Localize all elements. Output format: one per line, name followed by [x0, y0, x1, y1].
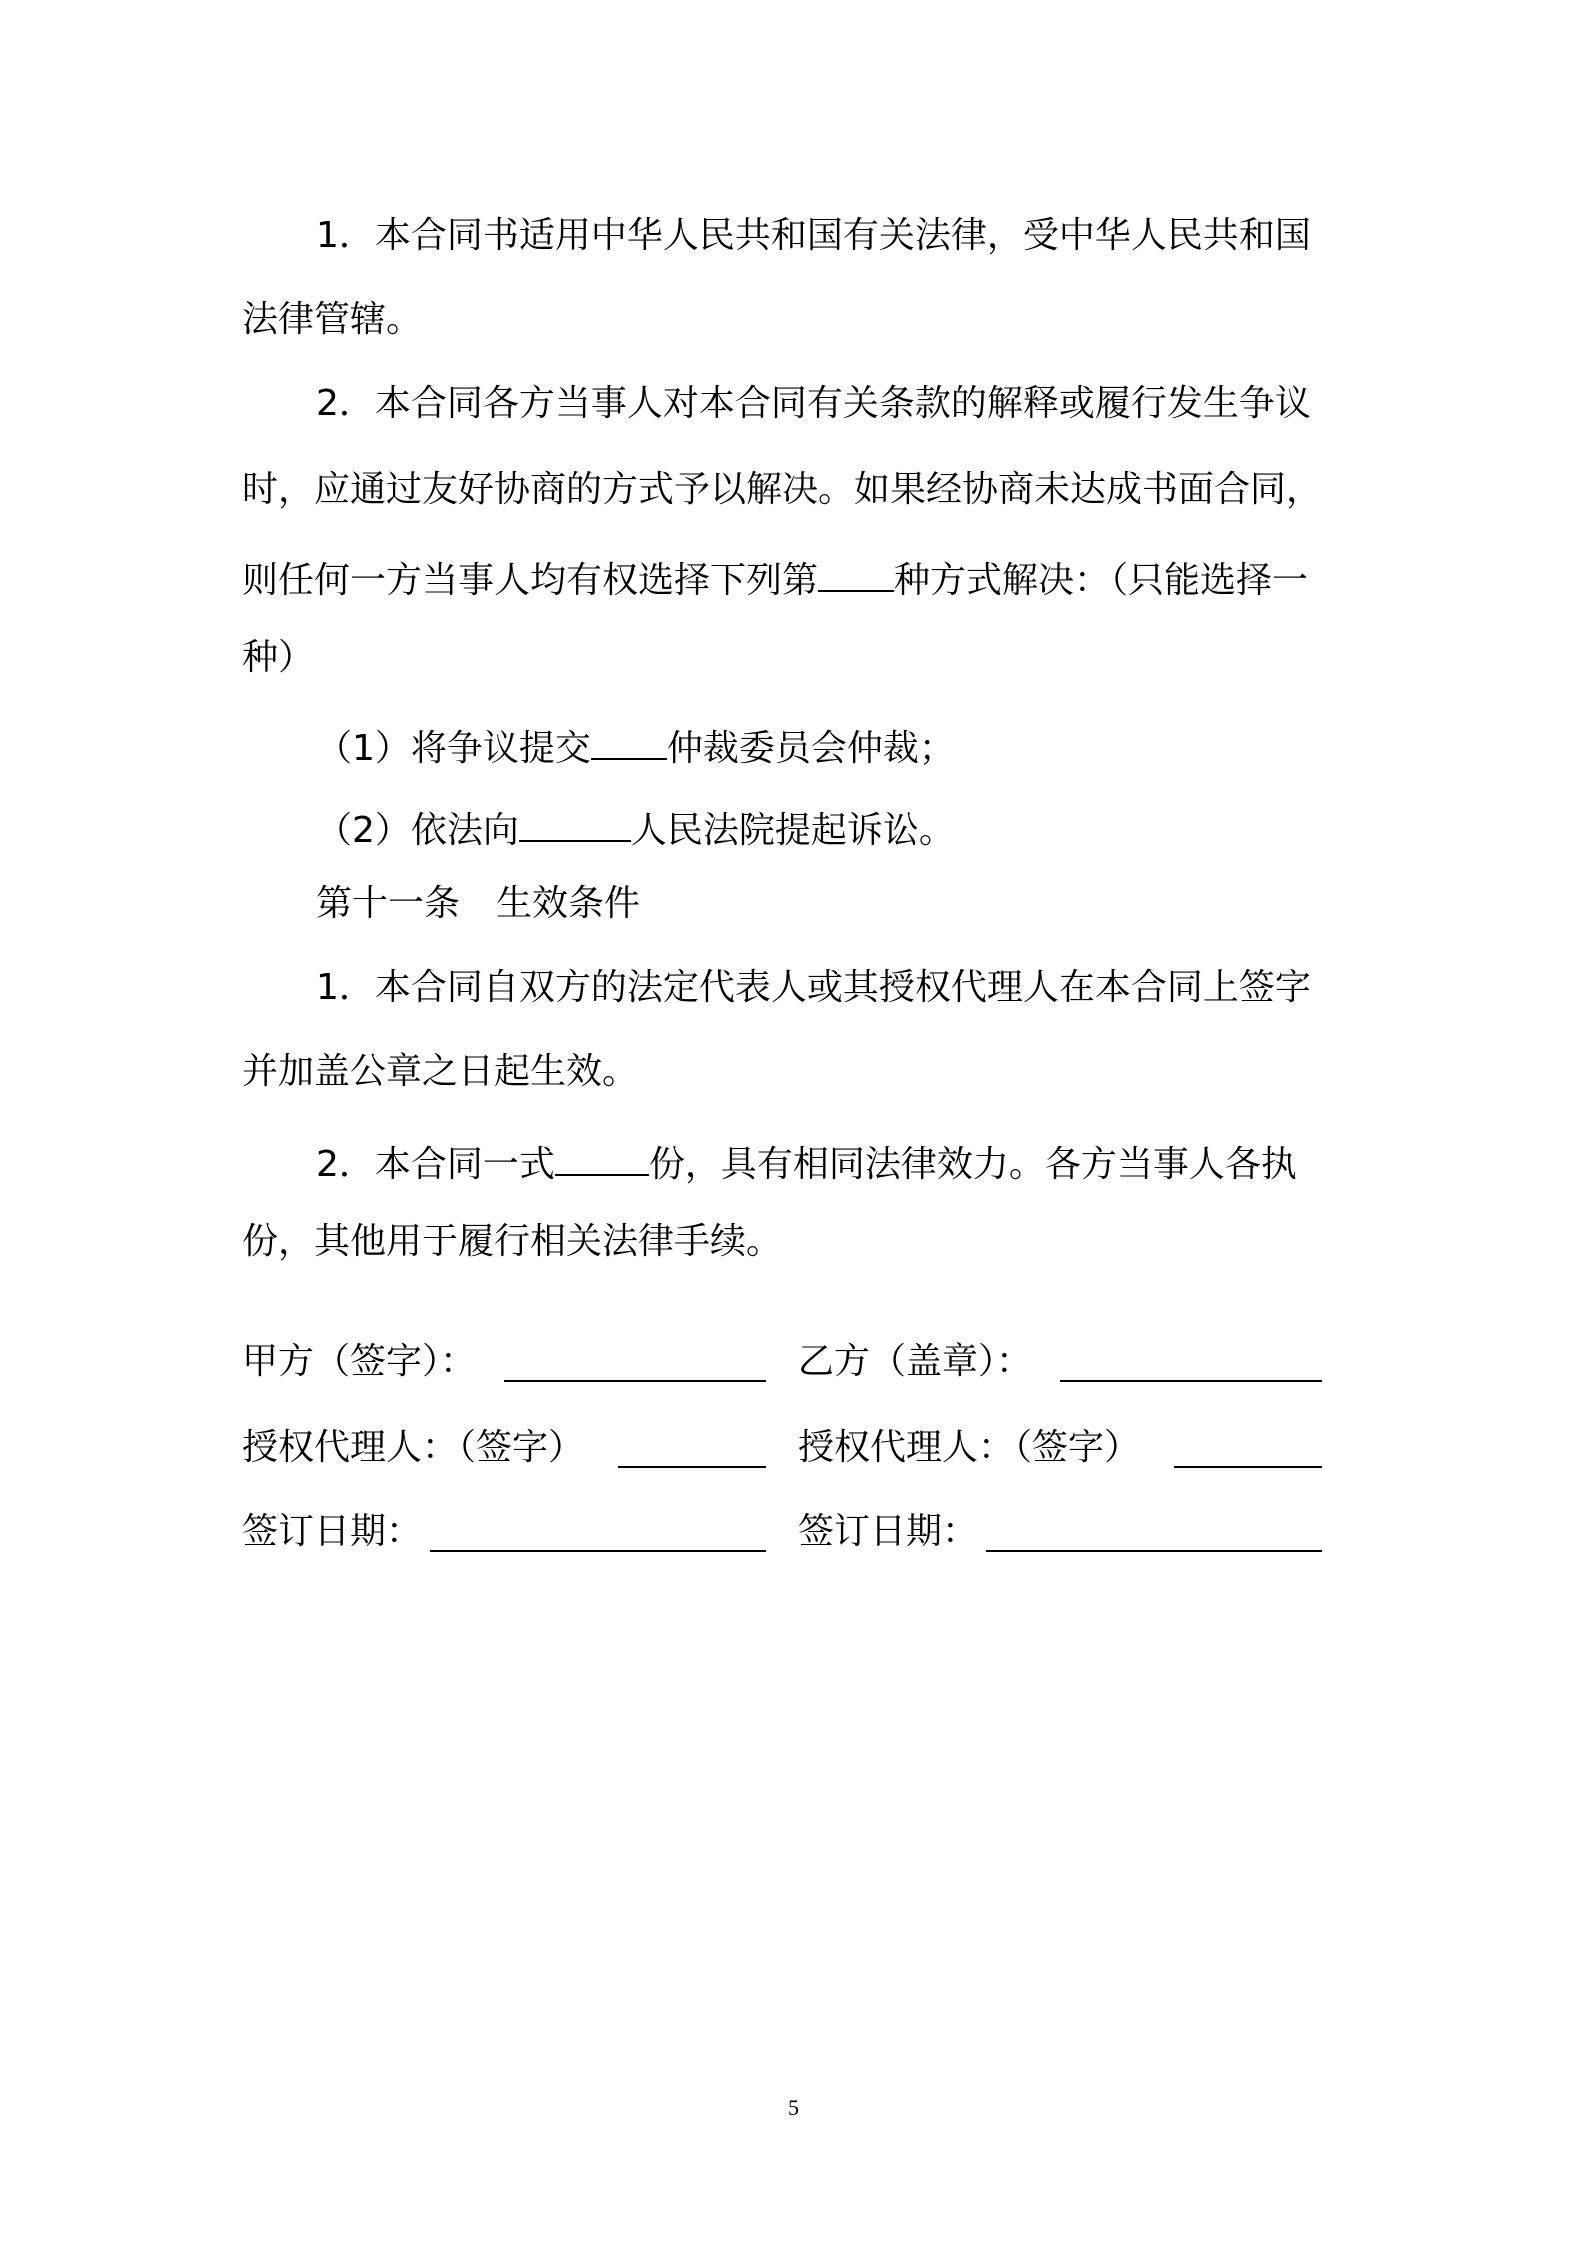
agent-a-signature-field[interactable]: [618, 1466, 766, 1468]
clause11-item1-line1: [316, 964, 1311, 1012]
arbitration-commission-blank[interactable]: [591, 718, 667, 760]
clause11-heading: [316, 880, 640, 928]
party-b-label: 乙方（盖章）：: [798, 1341, 1033, 1382]
clause11-heading-text: 第十一条 生效条件: [316, 883, 641, 924]
date-b-field[interactable]: [986, 1550, 1322, 1552]
option1-text-after-blank: 仲裁委员会仲裁；: [666, 728, 955, 769]
clause11-item1-text: 1．本合同自双方的法定代表人或其授权代理人在本合同上签字: [316, 967, 1311, 1008]
option2-text-before-blank: （2）依法向: [316, 810, 519, 851]
clause10-item2-text-before-blank: 则任何一方当事人均有权选择下列第: [242, 560, 819, 601]
agent-b-signature-field[interactable]: [1174, 1466, 1322, 1468]
clause10-item1-line2: [242, 296, 422, 344]
clause11-item2-line1: [316, 1134, 1297, 1185]
clause10-item2-text: 2．本合同各方当事人对本合同有关条款的解释或履行发生争议: [316, 383, 1311, 424]
clause10-item2-text-after-blank: 种方式解决：（只能选择一: [894, 560, 1309, 601]
clause10-item2-line1: [316, 380, 1311, 428]
clause10-item2-line3: [242, 550, 1309, 601]
clause10-option2: [316, 800, 955, 851]
clause10-item2-text-end: 种）: [242, 637, 315, 678]
agent-b-label: 授权代理人：（签字）: [798, 1427, 1141, 1468]
date-a-field[interactable]: [430, 1550, 766, 1552]
date-b-label: 签订日期：: [798, 1511, 979, 1552]
option2-text-after-blank: 人民法院提起诉讼。: [630, 810, 955, 851]
clause10-option1: [316, 718, 955, 769]
clause11-item2-text-before-blank: 2．本合同一式: [316, 1144, 555, 1185]
party-a-label: 甲方（签字）：: [242, 1341, 477, 1382]
clause10-item2-line4: [242, 634, 314, 682]
party-b-seal-field[interactable]: [1060, 1380, 1322, 1382]
agent-a-label: 授权代理人：（签字）: [242, 1427, 585, 1468]
copies-count-blank[interactable]: [555, 1134, 649, 1176]
signature-row-agent: [0, 1424, 1587, 1472]
clause10-item1-line1: [316, 212, 1311, 260]
option1-text-before-blank: （1）将争议提交: [316, 728, 591, 769]
page-number: 5: [788, 2095, 799, 2120]
clause10-item2-text-cont: 时，应通过友好协商的方式予以解决。如果经协商未达成书面合同，: [242, 469, 1323, 510]
court-name-blank[interactable]: [519, 800, 631, 842]
clause10-item1-text: 1．本合同书适用中华人民共和国有关法律，受中华人民共和国: [316, 215, 1311, 256]
clause10-item1-text-cont: 法律管辖。: [242, 299, 423, 340]
clause10-item2-line2: [242, 466, 1322, 514]
clause11-item1-line2: [242, 1048, 638, 1096]
method-choice-blank[interactable]: [818, 550, 894, 592]
signature-row-party: [0, 1338, 1587, 1386]
clause11-item2-text-after-blank: 份，具有相同法律效力。各方当事人各执: [648, 1144, 1297, 1185]
party-a-signature-field[interactable]: [504, 1380, 766, 1382]
clause11-item1-text-cont: 并加盖公章之日起生效。: [242, 1051, 639, 1092]
signature-row-date: [0, 1508, 1587, 1556]
date-a-label: 签订日期：: [242, 1511, 423, 1552]
clause11-item2-text-cont: 份，其他用于履行相关法律手续。: [242, 1221, 783, 1262]
clause11-item2-line2: [242, 1218, 782, 1266]
